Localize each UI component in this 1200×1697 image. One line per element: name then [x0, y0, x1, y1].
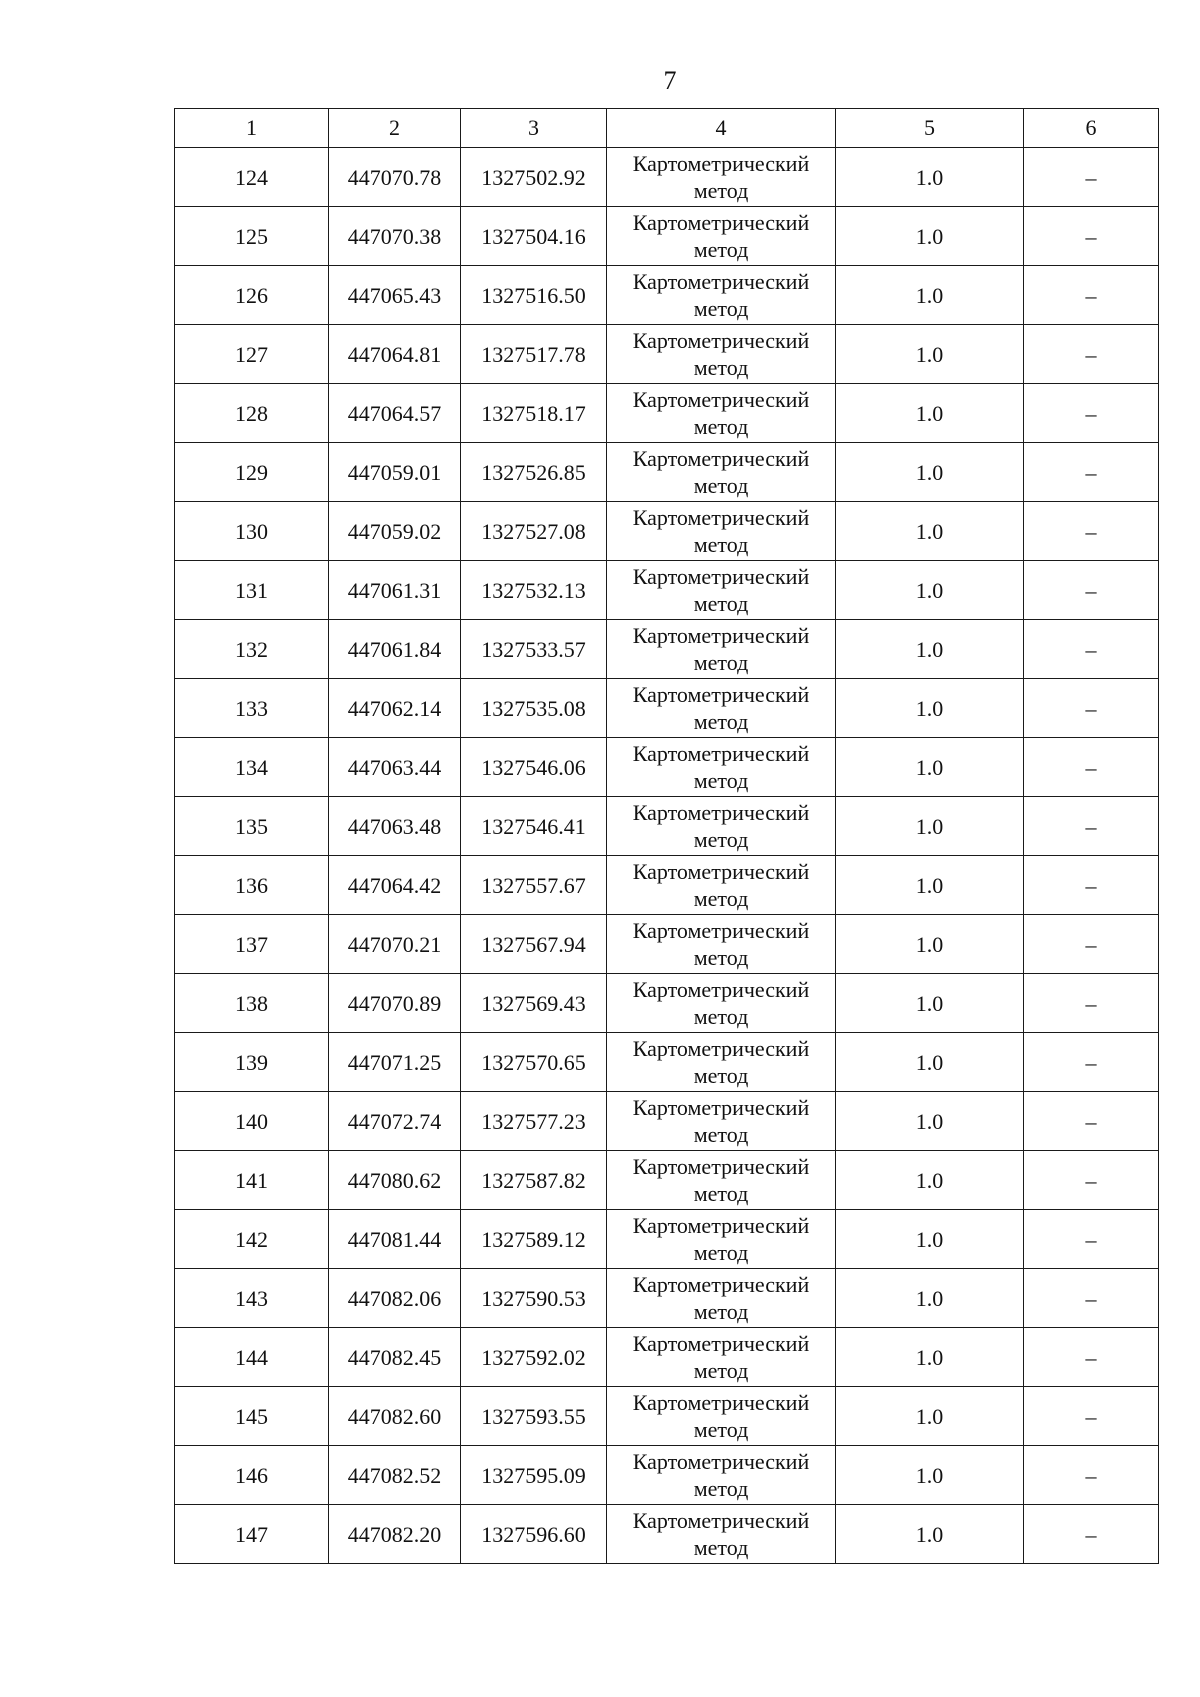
y-coordinate-cell: 1327504.16 — [461, 207, 607, 266]
method-line-2: метод — [693, 591, 749, 616]
table-row — [175, 797, 1159, 856]
accuracy-cell: 1.0 — [836, 1092, 1024, 1151]
y-coordinate-cell: 1327517.78 — [461, 325, 607, 384]
y-coordinate-cell: 1327502.92 — [461, 148, 607, 207]
method-line-1: Картометрический — [632, 446, 810, 471]
method-cell — [607, 148, 836, 207]
x-coordinate-cell: 447080.62 — [329, 1151, 461, 1210]
header-col-5: 5 — [836, 109, 1024, 148]
method-line-1: Картометрический — [632, 1213, 810, 1238]
x-coordinate-cell: 447070.89 — [329, 974, 461, 1033]
method-cell — [607, 1210, 836, 1269]
point-number-cell: 124 — [175, 148, 329, 207]
table-row — [175, 1151, 1159, 1210]
method-cell — [607, 738, 836, 797]
accuracy-cell: 1.0 — [836, 502, 1024, 561]
method-line-2: метод — [693, 237, 749, 262]
x-coordinate-cell: 447070.21 — [329, 915, 461, 974]
y-coordinate-cell: 1327595.09 — [461, 1446, 607, 1505]
accuracy-cell: 1.0 — [836, 797, 1024, 856]
note-cell: – — [1024, 856, 1159, 915]
method-line-1: Картометрический — [632, 1331, 810, 1356]
point-number-cell: 135 — [175, 797, 329, 856]
method-line-2: метод — [693, 532, 749, 557]
method-line-1: Картометрический — [632, 741, 810, 766]
table-row — [175, 443, 1159, 502]
point-number-cell: 144 — [175, 1328, 329, 1387]
method-line-1: Картометрический — [632, 859, 810, 884]
method-line-1: Картометрический — [632, 977, 810, 1002]
point-number-cell: 146 — [175, 1446, 329, 1505]
y-coordinate-cell: 1327567.94 — [461, 915, 607, 974]
x-coordinate-cell: 447059.01 — [329, 443, 461, 502]
method-line-2: метод — [693, 1181, 749, 1206]
method-line-1: Картометрический — [632, 1095, 810, 1120]
note-cell: – — [1024, 207, 1159, 266]
table-row — [175, 1092, 1159, 1151]
method-line-2: метод — [693, 296, 749, 321]
y-coordinate-cell: 1327518.17 — [461, 384, 607, 443]
point-number-cell: 142 — [175, 1210, 329, 1269]
method-cell — [607, 384, 836, 443]
note-cell: – — [1024, 148, 1159, 207]
point-number-cell: 125 — [175, 207, 329, 266]
x-coordinate-cell: 447081.44 — [329, 1210, 461, 1269]
method-line-2: метод — [693, 1417, 749, 1442]
point-number-cell: 127 — [175, 325, 329, 384]
y-coordinate-cell: 1327592.02 — [461, 1328, 607, 1387]
table-row — [175, 1210, 1159, 1269]
table-row — [175, 384, 1159, 443]
x-coordinate-cell: 447062.14 — [329, 679, 461, 738]
accuracy-cell: 1.0 — [836, 561, 1024, 620]
x-coordinate-cell: 447061.31 — [329, 561, 461, 620]
point-number-cell: 131 — [175, 561, 329, 620]
method-line-2: метод — [693, 1358, 749, 1383]
method-line-2: метод — [693, 178, 749, 203]
table-body — [175, 148, 1159, 1564]
method-cell — [607, 1092, 836, 1151]
note-cell: – — [1024, 915, 1159, 974]
note-cell: – — [1024, 1446, 1159, 1505]
point-number-cell: 128 — [175, 384, 329, 443]
y-coordinate-cell: 1327532.13 — [461, 561, 607, 620]
method-cell — [607, 266, 836, 325]
accuracy-cell: 1.0 — [836, 1328, 1024, 1387]
method-line-1: Картометрический — [632, 564, 810, 589]
accuracy-cell: 1.0 — [836, 443, 1024, 502]
page-number: 7 — [663, 66, 677, 95]
method-line-1: Картометрический — [632, 151, 810, 176]
accuracy-cell: 1.0 — [836, 1033, 1024, 1092]
point-number-cell: 145 — [175, 1387, 329, 1446]
method-line-2: метод — [693, 473, 749, 498]
point-number-cell: 132 — [175, 620, 329, 679]
method-cell — [607, 1446, 836, 1505]
table-row — [175, 325, 1159, 384]
method-cell — [607, 1328, 836, 1387]
x-coordinate-cell: 447082.52 — [329, 1446, 461, 1505]
x-coordinate-cell: 447061.84 — [329, 620, 461, 679]
table-row — [175, 1033, 1159, 1092]
y-coordinate-cell: 1327589.12 — [461, 1210, 607, 1269]
method-cell — [607, 207, 836, 266]
table-row — [175, 266, 1159, 325]
y-coordinate-cell: 1327546.06 — [461, 738, 607, 797]
table-row — [175, 1446, 1159, 1505]
method-cell — [607, 561, 836, 620]
table-row — [175, 148, 1159, 207]
method-line-1: Картометрический — [632, 623, 810, 648]
table-row — [175, 1328, 1159, 1387]
accuracy-cell: 1.0 — [836, 266, 1024, 325]
method-cell — [607, 502, 836, 561]
y-coordinate-cell: 1327557.67 — [461, 856, 607, 915]
y-coordinate-cell: 1327596.60 — [461, 1505, 607, 1564]
method-line-1: Картометрический — [632, 1154, 810, 1179]
y-coordinate-cell: 1327526.85 — [461, 443, 607, 502]
y-coordinate-cell: 1327535.08 — [461, 679, 607, 738]
y-coordinate-cell: 1327587.82 — [461, 1151, 607, 1210]
note-cell: – — [1024, 1505, 1159, 1564]
accuracy-cell: 1.0 — [836, 1446, 1024, 1505]
note-cell: – — [1024, 1151, 1159, 1210]
method-line-2: метод — [693, 355, 749, 380]
table-row — [175, 915, 1159, 974]
x-coordinate-cell: 447082.60 — [329, 1387, 461, 1446]
note-cell: – — [1024, 974, 1159, 1033]
method-cell — [607, 797, 836, 856]
method-line-2: метод — [693, 1299, 749, 1324]
note-cell: – — [1024, 384, 1159, 443]
accuracy-cell: 1.0 — [836, 679, 1024, 738]
x-coordinate-cell: 447070.38 — [329, 207, 461, 266]
table-row — [175, 620, 1159, 679]
note-cell: – — [1024, 1210, 1159, 1269]
accuracy-cell: 1.0 — [836, 384, 1024, 443]
point-number-cell: 129 — [175, 443, 329, 502]
accuracy-cell: 1.0 — [836, 207, 1024, 266]
note-cell: – — [1024, 1092, 1159, 1151]
method-line-2: метод — [693, 1476, 749, 1501]
note-cell: – — [1024, 679, 1159, 738]
point-number-cell: 147 — [175, 1505, 329, 1564]
point-number-cell: 138 — [175, 974, 329, 1033]
header-row — [175, 109, 1159, 148]
method-cell — [607, 1505, 836, 1564]
point-number-cell: 139 — [175, 1033, 329, 1092]
x-coordinate-cell: 447063.44 — [329, 738, 461, 797]
note-cell: – — [1024, 266, 1159, 325]
method-line-1: Картометрический — [632, 387, 810, 412]
table-row — [175, 561, 1159, 620]
method-line-1: Картометрический — [632, 505, 810, 530]
method-cell — [607, 325, 836, 384]
header-col-6: 6 — [1024, 109, 1159, 148]
method-line-2: метод — [693, 709, 749, 734]
method-line-2: метод — [693, 945, 749, 970]
accuracy-cell: 1.0 — [836, 1210, 1024, 1269]
method-line-1: Картометрический — [632, 918, 810, 943]
accuracy-cell: 1.0 — [836, 1505, 1024, 1564]
y-coordinate-cell: 1327546.41 — [461, 797, 607, 856]
point-number-cell: 130 — [175, 502, 329, 561]
point-number-cell: 134 — [175, 738, 329, 797]
method-line-1: Картометрический — [632, 328, 810, 353]
y-coordinate-cell: 1327590.53 — [461, 1269, 607, 1328]
method-line-2: метод — [693, 650, 749, 675]
method-cell — [607, 974, 836, 1033]
method-cell — [607, 679, 836, 738]
x-coordinate-cell: 447070.78 — [329, 148, 461, 207]
method-cell — [607, 443, 836, 502]
method-cell — [607, 1151, 836, 1210]
point-number-cell: 126 — [175, 266, 329, 325]
x-coordinate-cell: 447082.20 — [329, 1505, 461, 1564]
note-cell: – — [1024, 1269, 1159, 1328]
note-cell: – — [1024, 502, 1159, 561]
point-number-cell: 133 — [175, 679, 329, 738]
method-line-2: метод — [693, 414, 749, 439]
method-line-1: Картометрический — [632, 1508, 810, 1533]
method-line-2: метод — [693, 1004, 749, 1029]
method-line-1: Картометрический — [632, 210, 810, 235]
y-coordinate-cell: 1327516.50 — [461, 266, 607, 325]
method-cell — [607, 856, 836, 915]
accuracy-cell: 1.0 — [836, 325, 1024, 384]
note-cell: – — [1024, 797, 1159, 856]
table-row — [175, 679, 1159, 738]
y-coordinate-cell: 1327569.43 — [461, 974, 607, 1033]
method-line-2: метод — [693, 1122, 749, 1147]
method-line-2: метод — [693, 1535, 749, 1560]
x-coordinate-cell: 447064.57 — [329, 384, 461, 443]
method-line-2: метод — [693, 827, 749, 852]
table-row — [175, 1505, 1159, 1564]
x-coordinate-cell: 447065.43 — [329, 266, 461, 325]
point-number-cell: 141 — [175, 1151, 329, 1210]
point-number-cell: 143 — [175, 1269, 329, 1328]
accuracy-cell: 1.0 — [836, 915, 1024, 974]
point-number-cell: 140 — [175, 1092, 329, 1151]
note-cell: – — [1024, 325, 1159, 384]
method-line-1: Картометрический — [632, 1390, 810, 1415]
method-line-2: метод — [693, 886, 749, 911]
x-coordinate-cell: 447064.42 — [329, 856, 461, 915]
accuracy-cell: 1.0 — [836, 856, 1024, 915]
y-coordinate-cell: 1327570.65 — [461, 1033, 607, 1092]
accuracy-cell: 1.0 — [836, 1269, 1024, 1328]
accuracy-cell: 1.0 — [836, 620, 1024, 679]
method-cell — [607, 1033, 836, 1092]
accuracy-cell: 1.0 — [836, 1151, 1024, 1210]
header-col-3: 3 — [461, 109, 607, 148]
method-cell — [607, 915, 836, 974]
note-cell: – — [1024, 561, 1159, 620]
x-coordinate-cell: 447071.25 — [329, 1033, 461, 1092]
y-coordinate-cell: 1327593.55 — [461, 1387, 607, 1446]
x-coordinate-cell: 447072.74 — [329, 1092, 461, 1151]
x-coordinate-cell: 447064.81 — [329, 325, 461, 384]
method-line-1: Картометрический — [632, 800, 810, 825]
x-coordinate-cell: 447082.06 — [329, 1269, 461, 1328]
method-cell — [607, 1387, 836, 1446]
method-line-1: Картометрический — [632, 269, 810, 294]
table-row — [175, 207, 1159, 266]
note-cell: – — [1024, 1387, 1159, 1446]
x-coordinate-cell: 447063.48 — [329, 797, 461, 856]
table-row — [175, 502, 1159, 561]
point-number-cell: 137 — [175, 915, 329, 974]
table-row — [175, 1269, 1159, 1328]
method-cell — [607, 620, 836, 679]
header-col-4: 4 — [607, 109, 836, 148]
note-cell: – — [1024, 1033, 1159, 1092]
table-row — [175, 856, 1159, 915]
header-col-1: 1 — [175, 109, 329, 148]
method-line-1: Картометрический — [632, 1036, 810, 1061]
table-row — [175, 1387, 1159, 1446]
point-number-cell: 136 — [175, 856, 329, 915]
x-coordinate-cell: 447059.02 — [329, 502, 461, 561]
method-cell — [607, 1269, 836, 1328]
header-col-2: 2 — [329, 109, 461, 148]
table-row — [175, 974, 1159, 1033]
method-line-1: Картометрический — [632, 1449, 810, 1474]
method-line-2: метод — [693, 1240, 749, 1265]
y-coordinate-cell: 1327533.57 — [461, 620, 607, 679]
accuracy-cell: 1.0 — [836, 738, 1024, 797]
accuracy-cell: 1.0 — [836, 148, 1024, 207]
x-coordinate-cell: 447082.45 — [329, 1328, 461, 1387]
method-line-1: Картометрический — [632, 1272, 810, 1297]
method-line-2: метод — [693, 1063, 749, 1088]
note-cell: – — [1024, 738, 1159, 797]
accuracy-cell: 1.0 — [836, 1387, 1024, 1446]
note-cell: – — [1024, 1328, 1159, 1387]
coordinates-table — [174, 108, 1159, 1564]
method-line-2: метод — [693, 768, 749, 793]
note-cell: – — [1024, 620, 1159, 679]
table-row — [175, 738, 1159, 797]
accuracy-cell: 1.0 — [836, 974, 1024, 1033]
y-coordinate-cell: 1327527.08 — [461, 502, 607, 561]
y-coordinate-cell: 1327577.23 — [461, 1092, 607, 1151]
method-line-1: Картометрический — [632, 682, 810, 707]
note-cell: – — [1024, 443, 1159, 502]
